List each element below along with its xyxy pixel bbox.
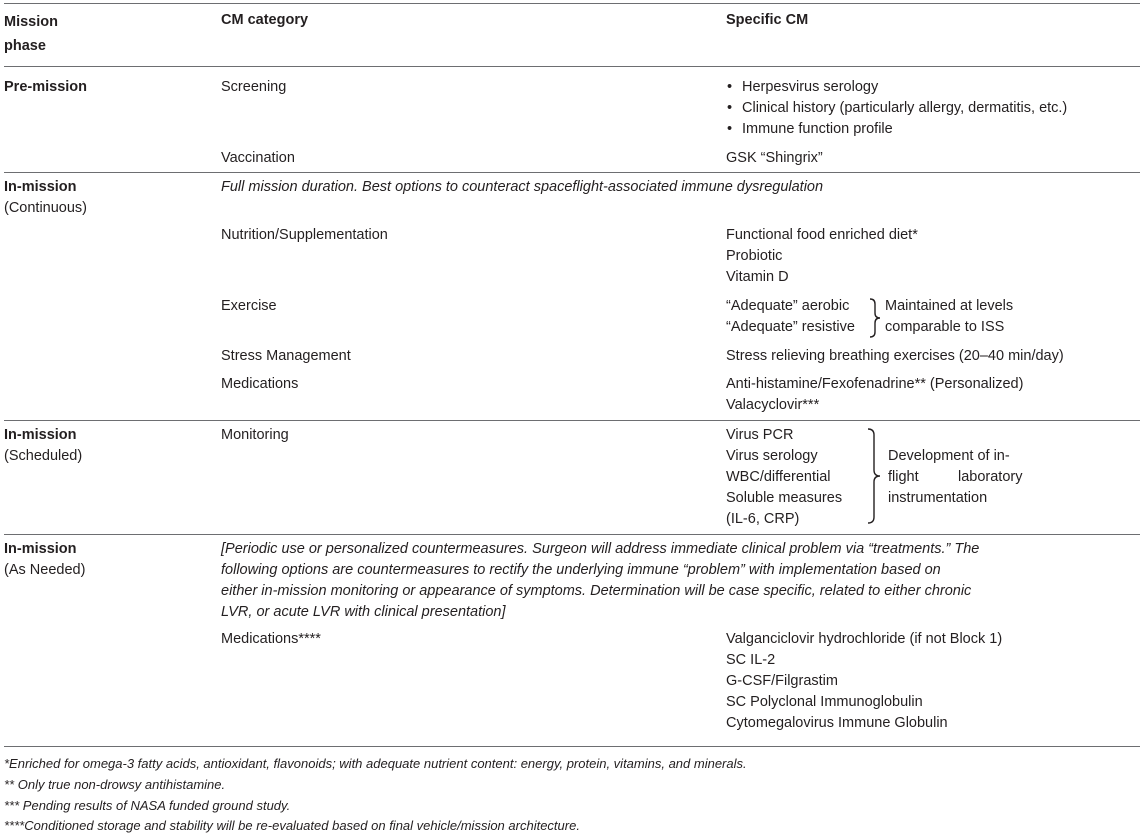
bullet-icon: • [727,121,733,137]
category-screening: Screening [221,79,287,95]
row-rule-continuous [4,420,1140,421]
bullet-icon: • [727,79,733,95]
continuous-note: Full mission duration. Best options to counteract spaceflight-associated immune dysregulation [221,179,824,195]
phase-in-mission-scheduled: In-mission [4,427,77,443]
footnote: ****Conditioned storage and stability will be re-evaluated based on final vehicle/mission architecture. [4,818,580,833]
exercise-brace-icon [868,298,882,338]
row-rule-scheduled [4,534,1140,535]
monitoring-item: WBC/differential [726,469,831,485]
monitoring-note: laboratory [958,469,1023,485]
phase-in-mission-continuous: In-mission [4,179,77,195]
medication-item: Cytomegalovirus Immune Globulin [726,715,948,731]
row-rule-pre-mission [4,172,1140,173]
list-item: • Clinical history (particularly allergy, dermatitis, etc.) [726,98,1067,119]
exercise-note: Maintained at levels [885,298,1014,314]
list-item: • Immune function profile [726,119,1067,140]
as-needed-note-line: following options are countermeasures to rectify the underlying immune “problem” with implementation based on [221,562,941,578]
phase-sub-scheduled: (Scheduled) [4,448,83,464]
as-needed-note-line: either in-mission monitoring or appearance of symptoms. Determination will be case specific, related to either chronic [221,583,972,599]
header-mission-phase-text: Mission phase [4,14,58,54]
category-stress-management: Stress Management [221,348,351,364]
monitoring-note: Development of in- [888,448,1010,464]
monitoring-item: Virus PCR [726,427,794,443]
medication-item: Valacyclovir*** [726,397,820,413]
table-bottom-rule [4,746,1140,747]
as-needed-note-line: [Periodic use or personalized countermeasures. Surgeon will address immediate clinical problem via “treatments.” The [221,541,980,557]
monitoring-brace-icon [866,428,882,524]
footnote: *Enriched for omega-3 fatty acids, antioxidant, flavonoids; with adequate nutrient content: energy, protein, vitamins, and minerals. [4,756,747,771]
medication-item: G-CSF/Filgrastim [726,673,838,689]
category-exercise: Exercise [221,298,277,314]
medication-item: SC Polyclonal Immunoglobulin [726,694,923,710]
phase-sub-continuous: (Continuous) [4,200,88,216]
phase-in-mission-as-needed: In-mission [4,541,77,557]
header-cm-category: CM category [221,12,309,28]
medication-item: SC IL-2 [726,652,776,668]
category-medications-as-needed: Medications**** [221,631,321,647]
monitoring-item: Soluble measures [726,490,843,506]
phase-pre-mission: Pre-mission [4,79,87,95]
footnote: ** Only true non-drowsy antihistamine. [4,777,226,792]
header-mission-phase [4,10,84,58]
monitoring-item: (IL-6, CRP) [726,511,800,527]
footnote: *** Pending results of NASA funded ground study. [4,798,291,813]
table-top-rule [4,3,1140,4]
monitoring-note: flight [888,469,919,485]
nutrition-item: Functional food enriched diet* [726,227,918,243]
exercise-item: “Adequate” aerobic [726,298,850,314]
category-vaccination: Vaccination [221,150,295,166]
category-monitoring: Monitoring [221,427,289,443]
medication-item: Valganciclovir hydrochloride (if not Block 1) [726,631,1003,647]
exercise-item: “Adequate” resistive [726,319,855,335]
category-nutrition: Nutrition/Supplementation [221,227,388,243]
monitoring-note: instrumentation [888,490,988,506]
category-medications-continuous: Medications [221,376,299,392]
list-item: • Herpesvirus serology [726,77,1067,98]
specific-stress-management: Stress relieving breathing exercises (20–40 min/day) [726,348,1064,364]
header-specific-cm: Specific CM [726,12,809,28]
as-needed-note-line: LVR, or acute LVR with clinical presentation] [221,604,506,620]
phase-sub-as-needed: (As Needed) [4,562,86,578]
screening-list [726,77,1067,140]
header-bottom-rule [4,66,1140,67]
specific-vaccination: GSK “Shingrix” [726,150,823,166]
nutrition-item: Probiotic [726,248,783,264]
exercise-note: comparable to ISS [885,319,1005,335]
monitoring-item: Virus serology [726,448,818,464]
bullet-icon: • [727,100,733,116]
nutrition-item: Vitamin D [726,269,789,285]
medication-item: Anti-histamine/Fexofenadrine** (Personalized) [726,376,1024,392]
